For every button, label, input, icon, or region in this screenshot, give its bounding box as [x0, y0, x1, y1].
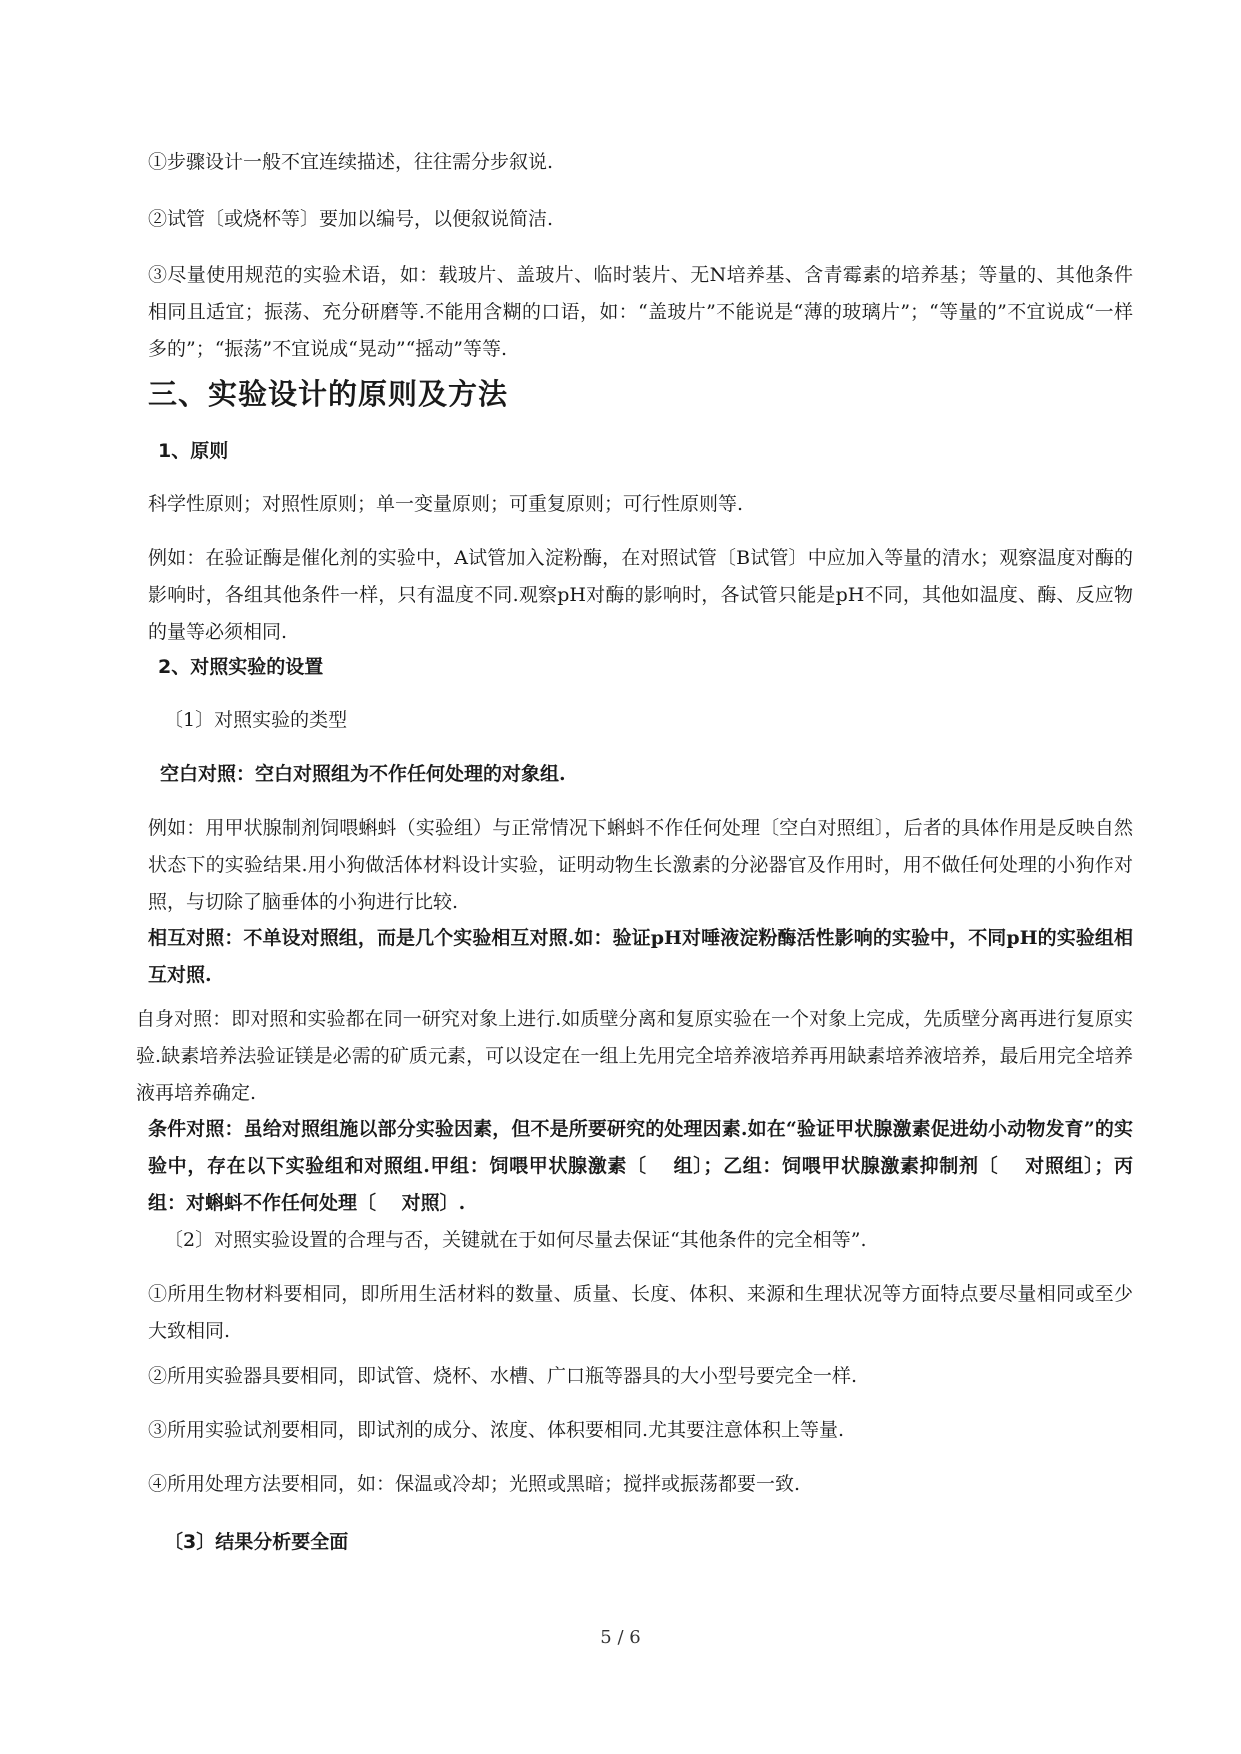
step-note-3: ③尽量使用规范的实验术语，如：载玻片、盖玻片、临时装片、无N培养基、含青霉素的培养基；等量的、其他条件相同且适宜；振荡、充分研磨等.不能用含糊的口语，如：“盖玻片”不能说是“薄的玻璃片”；“等量的”不宜说成“一样多的”；“振荡”不宜说成“晃动”“摇动”等等.: [148, 264, 1133, 360]
principle-example: 例如：在验证酶是催化剂的实验中，A试管加入淀粉酶，在对照试管〔B试管〕中应加入等量的清水；观察温度对酶的影响时，各组其他条件一样，只有温度不同.观察pH对酶的影响时，各试管只能是pH不同，其他如温度、酶、反应物的量等必须相同.: [148, 547, 1133, 643]
page-number: 5 / 6: [600, 1627, 641, 1648]
requirement-reagents: ③所用实验试剂要相同，即试剂的成分、浓度、体积要相同.尤其要注意体积上等量.: [148, 1419, 845, 1441]
heading-result-analysis: 〔3〕结果分析要全面: [164, 1531, 349, 1553]
control-rationale: 〔2〕对照实验设置的合理与否，关键就在于如何尽量去保证“其他条件的完全相等”.: [164, 1229, 867, 1251]
heading-control-setup: 2、对照实验的设置: [158, 656, 324, 678]
blank-control-example: 例如：用甲状腺制剂饲喂蝌蚪（实验组）与正常情况下蝌蚪不作任何处理〔空白对照组〕，后者的具体作用是反映自然状态下的实验结果.用小狗做活体材料设计实验，证明动物生长激素的分泌器官及作用时，用不做任何处理的小狗作对照，与切除了脑垂体的小狗进行比较.: [148, 817, 1133, 913]
heading-principle: 1、原则: [158, 440, 229, 462]
requirement-materials: ①所用生物材料要相同，即所用生活材料的数量、质量、长度、体积、来源和生理状况等方面特点要尽量相同或至少大致相同.: [148, 1283, 1133, 1342]
requirement-equipment: ②所用实验器具要相同，即试管、烧杯、水槽、广口瓶等器具的大小型号要完全一样.: [148, 1365, 858, 1387]
self-control-definition: 自身对照：即对照和实验都在同一研究对象上进行.如质壁分离和复原实验在一个对象上完成，先质壁分离再进行复原实验.缺素培养法验证镁是必需的矿质元素，可以设定在一组上先用完全培养液培养再用缺素培养液培养，最后用完全培养液再培养确定.: [136, 1008, 1133, 1104]
mutual-control-definition: 相互对照：不单设对照组，而是几个实验相互对照.如：验证pH对唾液淀粉酶活性影响的实验中，不同pH的实验组相互对照.: [148, 927, 1133, 986]
principle-list: 科学性原则；对照性原则；单一变量原则；可重复原则；可行性原则等.: [148, 493, 744, 515]
blank-control-definition: 空白对照：空白对照组为不作任何处理的对象组.: [160, 763, 566, 785]
control-types-heading: 〔1〕对照实验的类型: [164, 709, 348, 731]
step-note-2: ②试管〔或烧杯等〕要加以编号，以便叙说简洁.: [148, 208, 554, 230]
requirement-methods: ④所用处理方法要相同，如：保温或冷却；光照或黑暗；搅拌或振荡都要一致.: [148, 1473, 801, 1495]
condition-control-definition: 条件对照：虽给对照组施以部分实验因素，但不是所要研究的处理因素.如在“验证甲状腺激素促进幼小动物发育”的实验中，存在以下实验组和对照组.甲组：饲喂甲状腺激素〔 组〕；乙组：饲喂甲状腺激素抑制剂〔 对照组〕；丙组：对蝌蚪不作任何处理〔 对照〕.: [148, 1118, 1133, 1214]
step-note-1: ①步骤设计一般不宜连续描述，往往需分步叙说.: [148, 151, 554, 173]
section-title: 三、实验设计的原则及方法: [148, 377, 509, 411]
